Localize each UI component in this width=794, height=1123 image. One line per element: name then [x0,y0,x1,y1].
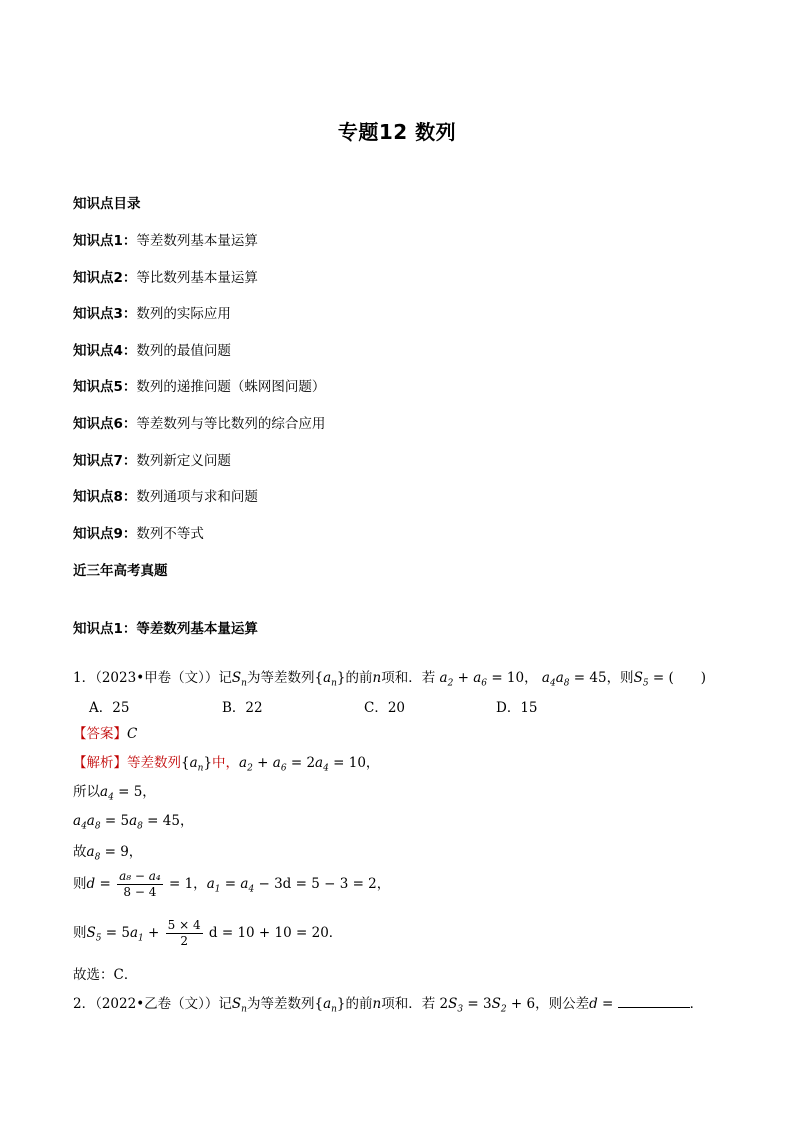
toc-footer: 近三年高考真题 [73,563,168,579]
q1-answer: 【答案】C [73,726,138,742]
q1-step-4: 则d = $\frac{\text{a₈ − a₄}}{8 - 4}$ = 1，$a_1 = a_4 - 3d = 5 - 3 = 2$， [73,869,391,899]
q1-analysis: 【解析】等差数列$\{a_n\}$中，$a_2 + a_6 = 2a_4 = 10$， [73,755,380,774]
toc-item-6: 知识点6：等差数列与等比数列的综合应用 [73,416,326,432]
q1-step-4-fraction: $\frac{\text{a₈ − a₄}}{8 - 4}$ [119,869,161,899]
toc-item-2: 知识点2：等比数列基本量运算 [73,270,258,286]
q1-conclusion: 故选：C． [73,967,138,983]
q1-option-a: A．25 [89,700,130,716]
toc-item-9: 知识点9：数列不等式 [73,526,204,542]
q1-step-3: 故$a_8 = 9$， [73,844,143,863]
toc-item-1: 知识点1：等差数列基本量运算 [73,233,258,249]
page-title: 专题12 数列 [337,120,457,144]
toc-item-4: 知识点4：数列的最值问题 [73,343,231,359]
q2-stem: 2．（2022•乙卷（文））记$S_n$为等差数列$\{a_n\}$的前n项和．若 $2S_3 = 3S_2 + 6$，则公差d = ． [73,996,704,1015]
q1-step-5-fraction: $\frac{5 \times 4}{2}$ [167,918,201,948]
q1-option-b: B．22 [222,700,263,716]
section-heading: 知识点1：等差数列基本量运算 [73,621,258,637]
toc-item-7: 知识点7：数列新定义问题 [73,453,231,469]
q1-step-5: 则$S_5 = 5a_1$ + $\frac{5 \times 4}{2}$ d = 10 + 10 = 20． [73,918,343,948]
q1-option-d: D．15 [496,700,538,716]
toc-heading: 知识点目录 [73,196,141,212]
toc-item-3: 知识点3：数列的实际应用 [73,306,231,322]
q2-answer-blank[interactable] [618,995,690,1008]
q1-step-1: 所以$a_4 = 5$， [73,784,156,803]
q1-stem: 1．（2023•甲卷（文））记$S_n$为等差数列$\{a_n\}$的前n项和．若 $a_2 + a_6 = 10$， $a_4a_8 = 45$，则$S_5$ = ( ) [73,670,706,689]
toc-item-8: 知识点8：数列通项与求和问题 [73,489,258,505]
toc-item-5: 知识点5：数列的递推问题（蛛网图问题） [73,379,326,395]
q1-step-2: $a_4a_8 = 5a_8 = 45$， [73,813,194,832]
q1-option-c: C．20 [364,700,406,716]
